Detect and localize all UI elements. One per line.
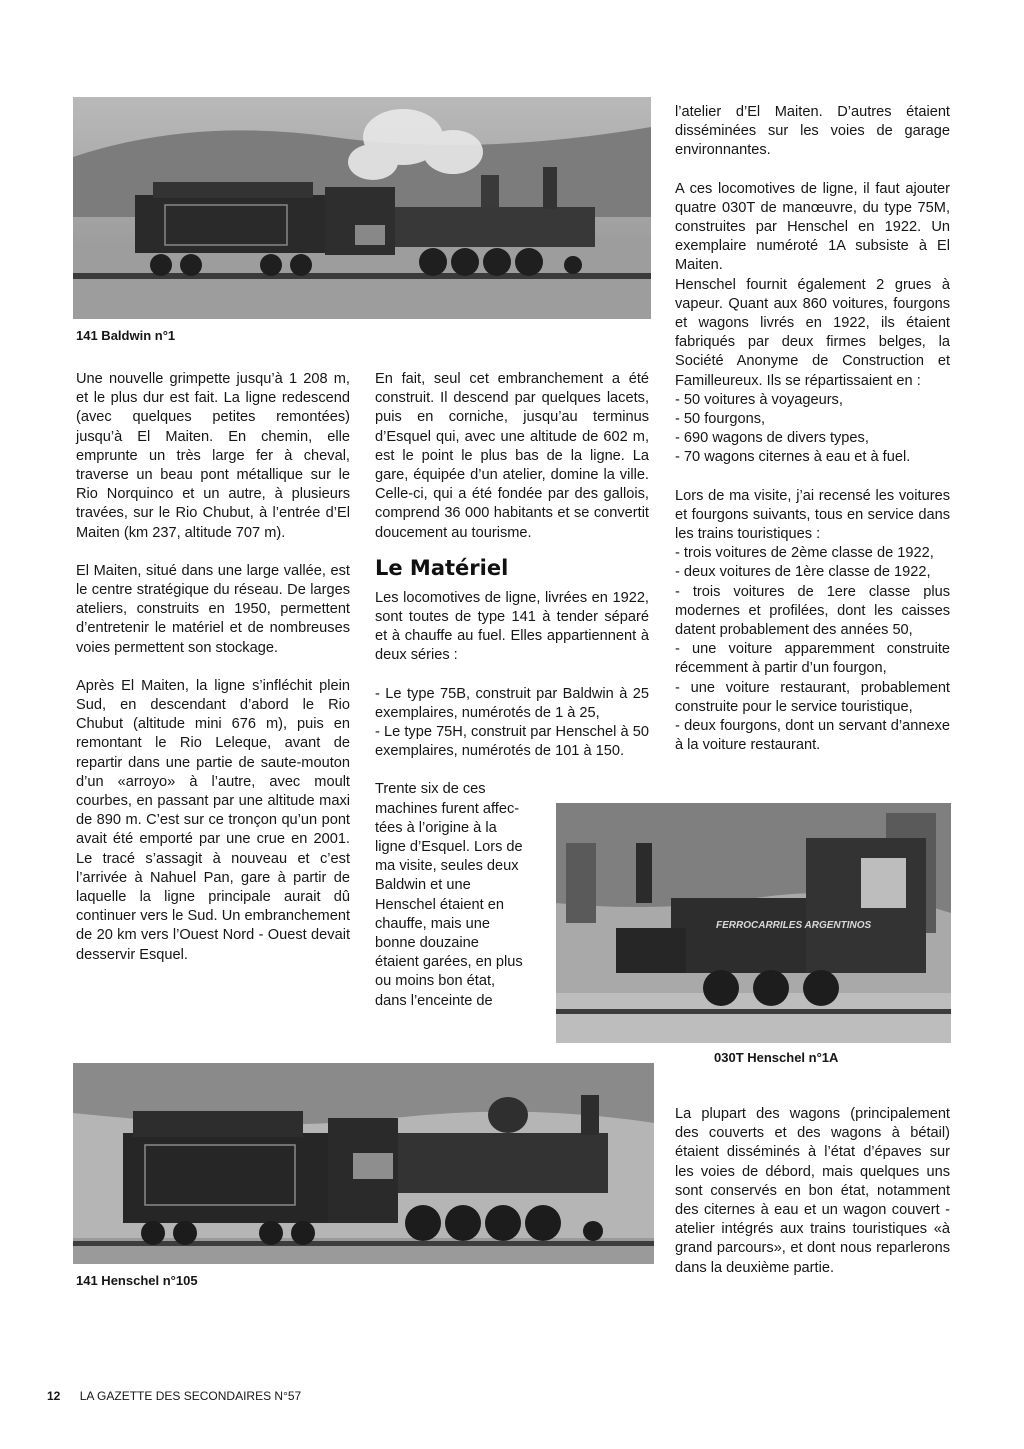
- col2-p3-line: machines furent affec-: [375, 800, 520, 817]
- col2-paragraph-1: En fait, seul cet embranchement a été construit. Il descend par quelques lacets, puis en corniche, jusqu’au terminus d’Esquel qui, avec une altitude de 602 m, est le point le plus bas de la ligne. La gare, équipée d’un atelier, domine la ville. Celle-ci, qui a été fondée par des gallois, comprend 36 000 habitants et se convertit doucement au tourisme.: [375, 371, 649, 541]
- col3-list2-item: - deux voitures de 1ère classe de 1922,: [675, 564, 931, 581]
- photo-141-baldwin: [73, 97, 651, 319]
- col2-p3-line: chauffe, mais une: [375, 915, 490, 932]
- col2-paragraph-2: Les locomotives de ligne, livrées en 1922, sont toutes de type 141 à tender séparé et à chauffe au fuel. Elles appartiennent à deux séries :: [375, 589, 649, 664]
- col3-list2-item: - deux fourgons, dont un servant d’annexe à la voiture restaurant.: [675, 718, 950, 754]
- column-3-bottom: [675, 1105, 950, 1278]
- col3-list2-item: - une voiture apparemment construite récemment à partir d’un fourgon,: [675, 641, 950, 677]
- col2-p3-line: Baldwin et une: [375, 877, 471, 894]
- publication-title: LA GAZETTE DES SECONDAIRES N°57: [79, 1389, 302, 1403]
- page-footer: [47, 1389, 301, 1403]
- col2-p3-line: tées à l’origine à la: [375, 819, 497, 836]
- column-3-top: [675, 103, 950, 756]
- col2-p3-line: dans l’enceinte de: [375, 992, 493, 1009]
- col3-list1-item: - 70 wagons citernes à eau et à fuel.: [675, 449, 911, 466]
- col3-list1-item: - 50 fourgons,: [675, 411, 766, 428]
- col3-list2-item: - trois voitures de 2ème classe de 1922,: [675, 545, 934, 562]
- col2-p3-line: ligne d’Esquel. Lors de: [375, 839, 523, 856]
- col3-paragraph-3: Henschel fournit également 2 grues à vapeur. Quant aux 860 voitures, fourgons et wagons livrés en 1922, ils étaient fabriqués par deux firmes belges, la Société Anonyme de Construction et Familleureux. Ils se répartissaient en :: [675, 276, 950, 389]
- column-2: [375, 370, 649, 1011]
- col2-p3-line: Trente six de ces: [375, 781, 486, 798]
- col2-p3-line: ou moins bon état,: [375, 973, 496, 990]
- col2-list-item: - Le type 75H, construit par Henschel à 50 exemplaires, numérotés de 101 à 150.: [375, 724, 649, 760]
- col3-list1-item: - 50 voitures à voyageurs,: [675, 391, 843, 408]
- col2-p3-line: bonne douzaine: [375, 935, 479, 952]
- col2-p3-line: Henschel étaient en: [375, 896, 504, 913]
- col1-paragraph-2: El Maiten, situé dans une large vallée, est le centre stratégique du réseau. De larges ateliers, construits en 1950, permettent d’entretenir le matériel et de nombreuses voies permettent son stockage.: [76, 562, 350, 656]
- col3-paragraph-2: A ces locomotives de ligne, il faut ajouter quatre 030T de manœuvre, du type 75M, construites par Henschel en 1922. Un exemplaire numéroté 1A subsiste à El Maiten.: [675, 180, 950, 274]
- loco-side-lettering: FERROCARRILES ARGENTINOS: [716, 920, 872, 931]
- col2-list-item: - Le type 75B, construit par Baldwin à 25 exemplaires, numérotés de 1 à 25,: [375, 685, 649, 721]
- col2-paragraph-3: [375, 780, 535, 1010]
- col1-paragraph-3: Après El Maiten, la ligne s’infléchit plein Sud, en descendant d’abord le Rio Chubut (altitude mini 676 m), puis en remontant le Rio Leleque, avant de repartir dans une partie de saute-mouton d’un «arroyo» à l’autre, avec moult courbes, en passant par une altitude maxi de 890 m. C’est sur ce tronçon qu’un pont avait été emporté par une crue en 2001. Le tracé s’assagit à nouveau et c’est l’arrivée à Nahuel Pan, gare à partir de laquelle la ligne principale aurait dû continuer vers le Sud. Un embranchement de 20 km vers l’Ouest Nord - Ouest devait desservir Esquel.: [76, 677, 350, 963]
- column-1: [76, 370, 350, 965]
- col2-p3-line: ma visite, seules deux: [375, 858, 519, 875]
- section-heading-materiel: Le Matériel: [375, 555, 509, 580]
- col3-paragraph-4: Lors de ma visite, j’ai recensé les voitures et fourgons suivants, tous en service dans les trains touristiques :: [675, 487, 950, 543]
- col3-list1-item: - 690 wagons de divers types,: [675, 430, 869, 447]
- caption-030t: 030T Henschel n°1A: [714, 1050, 839, 1065]
- col3-list2-item: - trois voitures de 1ere classe plus modernes et profilées, dont les caisses datent probablement des années 50,: [675, 583, 950, 639]
- col3-paragraph-1: l’atelier d’El Maiten. D’autres étaient disséminées sur les voies de garage environnantes.: [675, 104, 950, 159]
- caption-henschel-141: 141 Henschel n°105: [76, 1273, 198, 1288]
- col2-p3-line: étaient garées, en plus: [375, 954, 523, 971]
- page-number: 12: [47, 1389, 61, 1403]
- caption-baldwin: 141 Baldwin n°1: [76, 328, 176, 343]
- photo-141-henschel: [73, 1063, 654, 1264]
- col1-paragraph-1: Une nouvelle grimpette jusqu’à 1 208 m, et le plus dur est fait. La ligne redescend (avec quelques petites remontées) jusqu’à El Maiten. En chemin, elle emprunte un très large fer à cheval, traverse un beau pont métallique sur le Rio Norquinco et un autre, à plusieurs travées, sur le Rio Chubut, à l’entrée d’El Maiten (km 237, altitude 707 m).: [76, 371, 350, 541]
- col3-list2-item: - une voiture restaurant, probablement construite pour le service touristique,: [675, 679, 950, 715]
- col3-paragraph-5: La plupart des wagons (principalement des couverts et des wagons à bétail) étaient disséminés à l’état d’épaves sur les voies de débord, mais quelques uns sont conservés en bon état, notamment des citernes à eau et un wagon couvert - atelier intégrés aux trains touristiques «à grand parcours», et dont nous reparlerons dans la deuxième partie.: [675, 1106, 950, 1276]
